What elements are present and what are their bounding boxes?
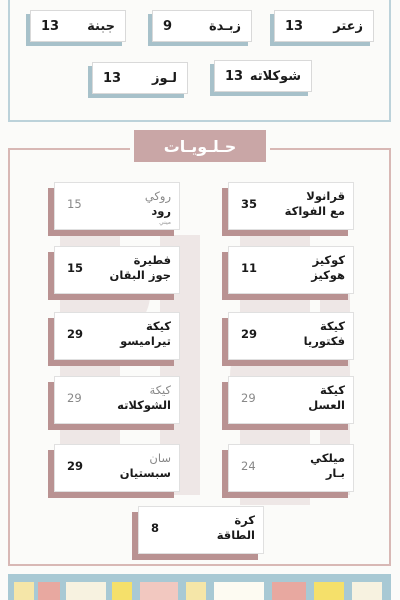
item-name-line2: سبستيان [119, 466, 171, 480]
item-price: 15 [67, 261, 84, 275]
item-name: جبنة [87, 18, 115, 34]
sweet-item-chocolate-cake[interactable] [54, 376, 180, 424]
sweet-item-granola[interactable] [228, 182, 354, 230]
item-name-line1: كوكيز [312, 253, 345, 267]
sweet-item-pecan-pie[interactable] [54, 246, 180, 294]
item-name-line2: الشوكلاته [117, 398, 171, 412]
item-name-line1: سان [149, 451, 171, 465]
bottom-decorative-strip [8, 574, 391, 600]
menu-item-chocolate[interactable] [214, 60, 312, 92]
menu-item-butter[interactable] [152, 10, 252, 42]
item-price: 11 [241, 261, 258, 275]
item-price: 15 [67, 197, 82, 211]
item-price: 9 [163, 18, 173, 34]
item-price: 29 [241, 391, 256, 405]
sweet-item-cookies[interactable] [228, 246, 354, 294]
item-price: 29 [67, 459, 84, 473]
sweet-item-tiramisu-cake[interactable] [54, 312, 180, 360]
item-name: زعتر [333, 18, 363, 34]
item-name-line2: تيراميسو [120, 334, 171, 348]
section-title: حـلـويـات [163, 136, 237, 156]
item-name-line2: بـار [325, 466, 345, 480]
item-name-line1: روكي [144, 189, 171, 203]
item-price: 8 [151, 521, 160, 535]
item-price: 13 [103, 70, 122, 86]
item-price: 13 [41, 18, 60, 34]
item-name-line2: رود [151, 204, 171, 218]
item-price: 13 [225, 68, 244, 84]
sweet-item-milky-bar[interactable] [228, 444, 354, 492]
item-name-line1: فطيرة [133, 253, 171, 267]
item-name-line2: مع الفواكة [284, 204, 345, 218]
item-price: 13 [285, 18, 304, 34]
item-name-line1: كرة [234, 513, 255, 527]
sweet-item-victoria-cake[interactable] [228, 312, 354, 360]
item-name-line2: العسل [308, 398, 345, 412]
sweet-item-san-sebastian[interactable] [54, 444, 180, 492]
item-name-line2: الطاقة [216, 528, 255, 542]
item-name: زبـدة [209, 18, 241, 34]
item-price: 29 [67, 391, 82, 405]
sweet-item-rocky-road[interactable] [54, 182, 180, 230]
item-name-line1: كيكة [145, 319, 171, 333]
item-name-sub: ميني [159, 219, 171, 226]
item-price: 24 [241, 459, 256, 473]
section-title-banner [134, 130, 266, 162]
menu-item-cheese[interactable] [30, 10, 126, 42]
sweet-item-energy-ball[interactable] [138, 506, 264, 554]
item-price: 29 [67, 327, 84, 341]
item-name-line1: كيكة [319, 319, 345, 333]
item-name-line2: جوز البقان [109, 268, 171, 282]
item-price: 35 [241, 197, 258, 211]
item-name-line1: كيكة [319, 383, 345, 397]
item-name-line1: كيكة [149, 383, 171, 397]
sweet-item-honey-cake[interactable] [228, 376, 354, 424]
item-name: شوكلاته [249, 68, 301, 84]
item-name-line1: ميلكي [310, 451, 345, 465]
item-name: لـوز [152, 70, 177, 86]
menu-item-almond[interactable] [92, 62, 188, 94]
menu-item-zaatar[interactable] [274, 10, 374, 42]
item-name-line2: فكتوريا [303, 334, 345, 348]
item-name-line1: قرانولا [306, 189, 345, 203]
item-name-line2: هوكيز [311, 268, 345, 282]
item-price: 29 [241, 327, 258, 341]
